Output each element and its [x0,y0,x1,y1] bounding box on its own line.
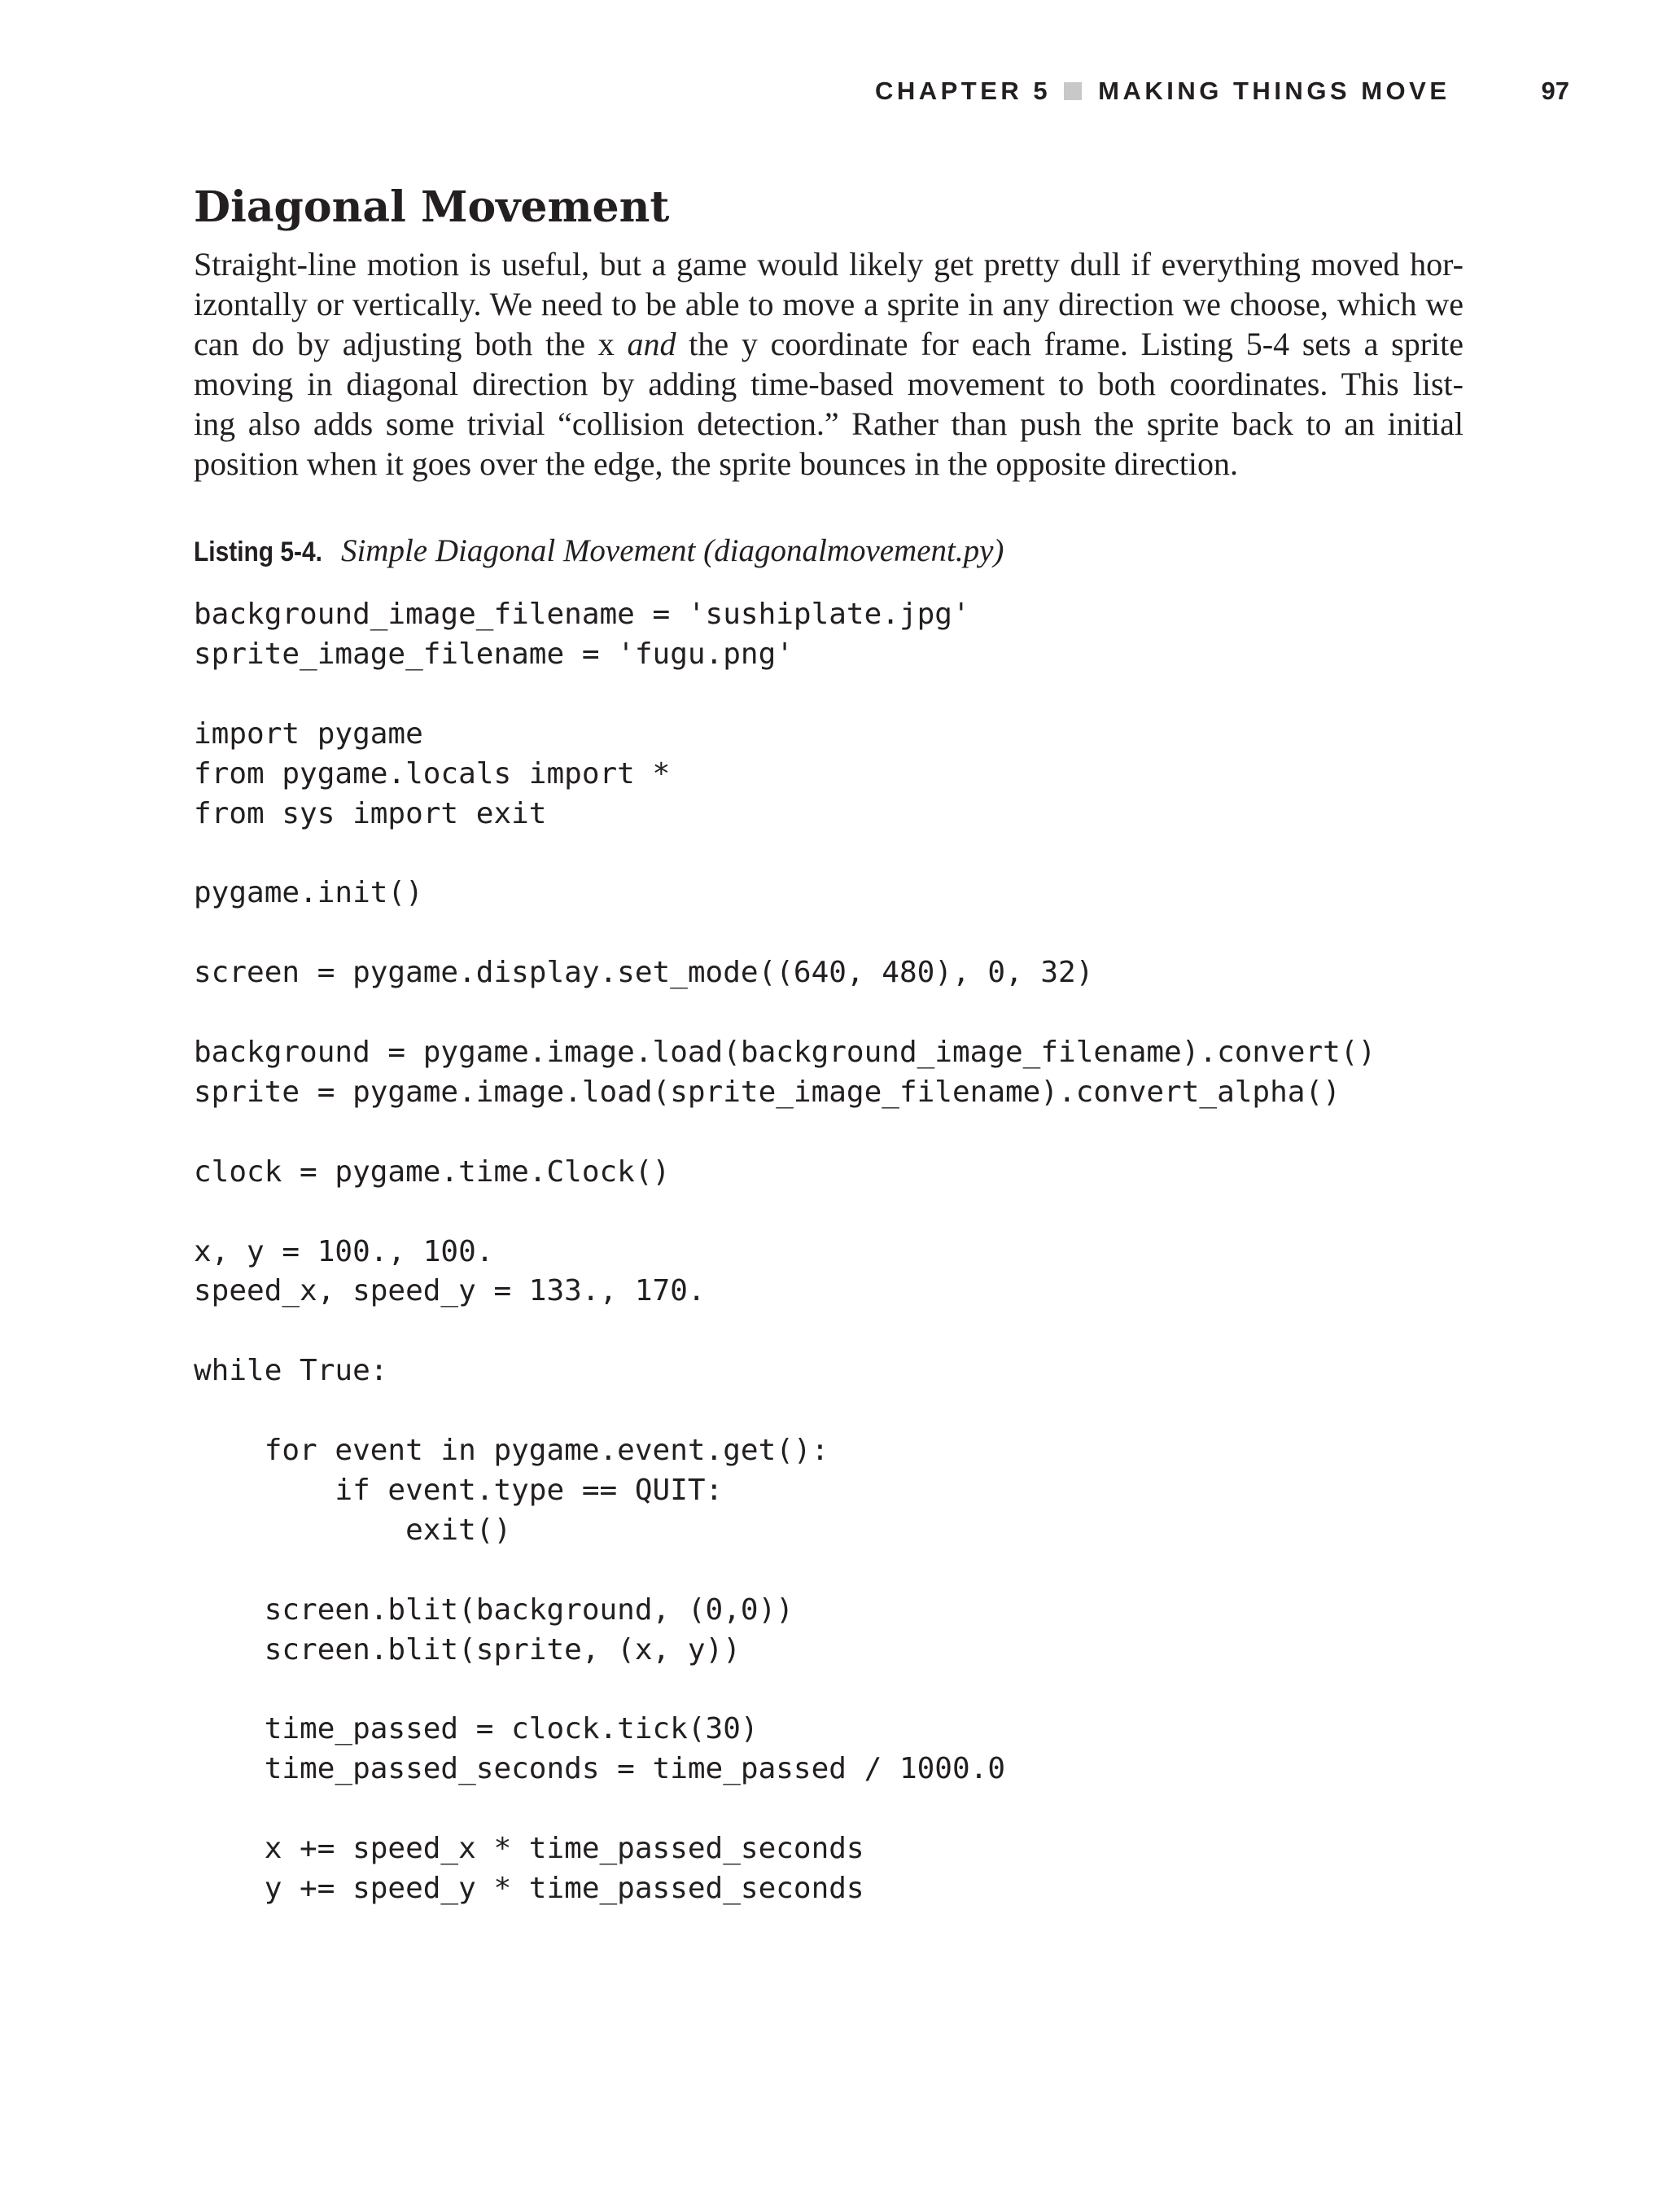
body-paragraph [194,244,1464,484]
paragraph-text: the y coordinate for each frame. Listing 5-4 sets a sprite [676,326,1464,362]
section-title: MAKING THINGS MOVE [1098,77,1450,105]
paragraph-line: Straight-line motion is useful, but a game would likely get pretty dull if everything moved hor- [194,246,1464,283]
emphasis-text: and [627,326,676,362]
header-separator-square [1064,82,1082,100]
section-heading: Diagonal Movement [194,182,670,232]
paragraph-text: can do by adjusting both the x [194,326,628,362]
page-number: 97 [1541,77,1569,105]
listing-label: Listing 5-4. [194,537,322,567]
running-header [875,75,1569,107]
code-listing: background_image_filename = 'sushiplate.jpg' sprite_image_filename = 'fugu.png' import pygame from pygame.locals import * from sys import exit pygame.init() screen = pygame.display.set_mode((640, 480), 0, 32) background = pygame.image.load(background_image_filename).convert() sprite = pygame.image.load(sprite_image_filename).convert_alpha() clock = pygame.time.Clock() x, y = 100., 100. speed_x, speed_y = 133., 170. while True: for event in pygame.event.get(): if event.type == QUIT: exit() screen.blit(background, (0,0)) screen.blit(sprite, (x, y)) time_passed = clock.tick(30) time_passed_seconds = time_passed / 1000.0 x += speed_x * time_passed_seconds y += speed_y * time_passed_seconds [194,598,1376,1905]
paragraph-line: ing also adds some trivial “collision detection.” Rather than push the sprite back to an initial [194,405,1464,442]
paragraph-text: izontally or vertically. We need to be able to move a sprite in any direction we choose, which we [194,286,1464,322]
paragraph-line [194,324,1464,364]
chapter-label: CHAPTER 5 [874,77,1052,105]
paragraph-line [194,284,1464,324]
paragraph-line: moving in diagonal direction by adding time-based movement to both coordinates. This list- [194,366,1464,402]
paragraph-line: position when it goes over the edge, the sprite bounces in the opposite direction. [194,445,1239,482]
page-content [194,179,1464,1909]
listing-title: Simple Diagonal Movement (diagonalmovement.py) [340,533,1004,568]
listing-caption [194,532,1464,571]
